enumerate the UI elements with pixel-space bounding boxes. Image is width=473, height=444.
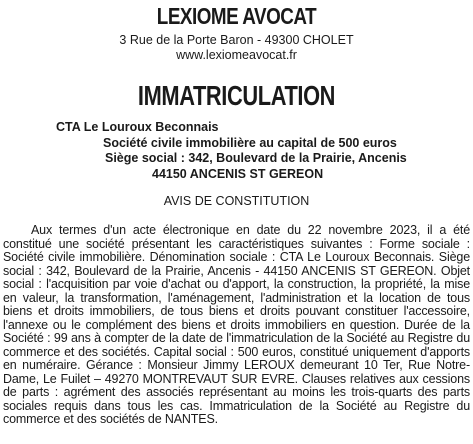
law-firm-name: LEXIOME AVOCAT <box>156 3 317 29</box>
law-firm-website: www.lexiomeavocat.fr <box>176 48 297 62</box>
notice-heading: AVIS DE CONSTITUTION <box>163 194 310 208</box>
law-firm-address: 3 Rue de la Porte Baron - 49300 CHOLET <box>119 33 354 47</box>
company-postal-city: 44150 ANCENIS ST GEREON <box>152 166 324 181</box>
notice-body-paragraph: Aux termes d'un acte électronique en date du 22 novembre 2023, il a été constitué une société présentant les caractéristiques suivantes : Forme sociale : Société civile immobilière. Dénomination sociale : CTA Le Louroux Beconnais. Siège social : 342, Boulevard de la Prairie, Ancenis - 44150 ANCENIS ST GEREON. Objet social : l'acquisition par voie d'achat ou d'apport, la construction, la propriété, la mise en valeur, la transformation, l'aménagement, l'administration et la location de tous biens et droits immobiliers, de tous biens et droits pouvant constituer l'accessoire, l'annexe ou le complément des biens et droits immobiliers en question. Durée de la Société : 99 ans à compter de la date de l'immatriculation de la Société au Registre du commerce et des sociétés. Capital social : 500 euros, constitué uniquement d'apports en numéraire. Gérance : Monsieur Jimmy LEROUX demeurant 10 Ter, Rue Notre-Dame, Le Fuilet – 49270 MONTREVAUT SUR EVRE. Clauses relatives aux cessions de parts : agrément des associés représentant au moins les trois-quarts des parts sociales requis dans tous les cas. Immatriculation de la Société au Registre du commerce et des sociétés de NANTES. <box>3 223 470 426</box>
company-name: CTA Le Louroux Beconnais <box>56 120 219 134</box>
notice-section-title: IMMATRICULATION <box>137 80 336 111</box>
company-registered-office: Siège social : 342, Boulevard de la Prairie, Ancenis <box>105 151 407 165</box>
company-block <box>0 120 473 182</box>
company-legal-form: Société civile immobilière au capital de 500 euros <box>103 135 397 150</box>
